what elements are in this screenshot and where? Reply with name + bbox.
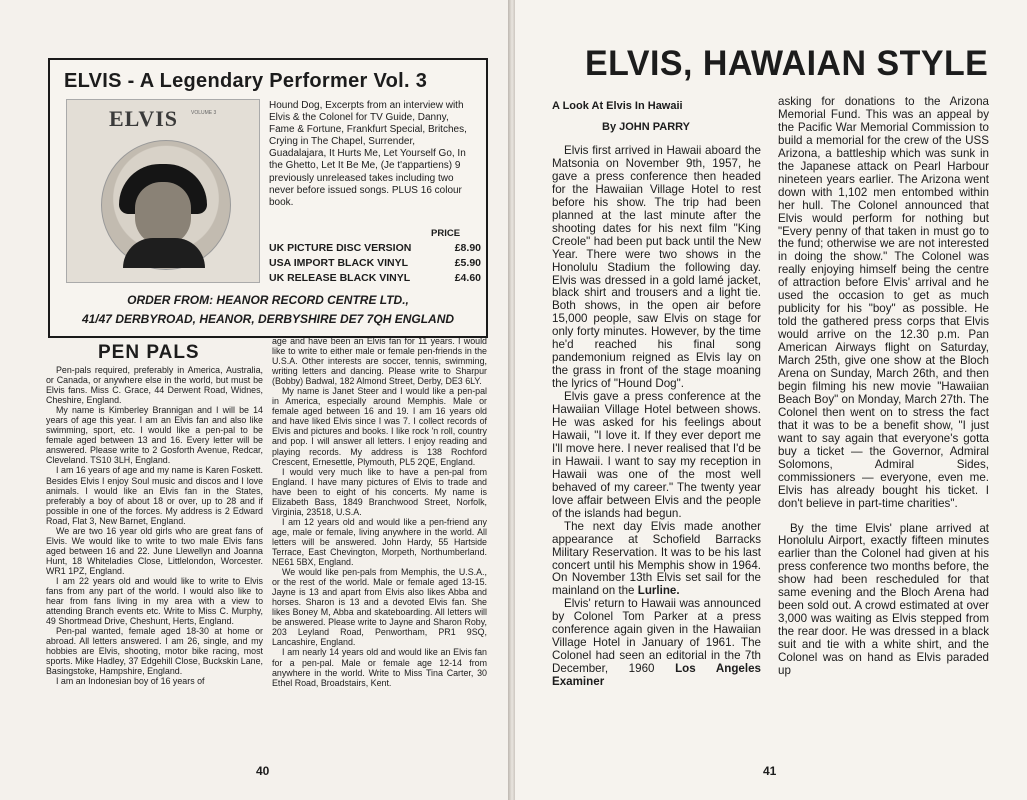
article-paragraph: By the time Elvis' plane arrived at Honolulu Airport, exactly fifteen minutes earlier than the Colonel had given at his press conference two months before, the show had been rescheduled for that same evening and the Bloch Arena had been sold out. A crowd estimated at over 3,000 was waiting as Elvis stepped from the rear door. He was dressed in a black suit and tie with a white shirt, and the Colonel was on hand as Elvis paraded up [778, 521, 989, 677]
pen-pal-letter: Pen-pal wanted, female aged 18-30 at home or abroad. All letters answered. I am 26, single, and my hobbies are Elvis, shooting, motor bike racing, most sports. Mike Hadley, 37 Edgehill Close, Buckskin Lane, Basingstoke, Hampshire, England. [46, 626, 263, 677]
paragraph-text: Elvis' return to Hawaii was announced by Colonel Tom Parker at a press conference again given in the Hawaiian Village Hotel in January of 1961. The Colonel had seen an editorial in the 7th December, 1960 [552, 597, 761, 676]
right-page [515, 0, 1027, 800]
pen-pals-column-1 [46, 365, 263, 687]
price-value: £8.90 [454, 242, 481, 254]
price-row [269, 272, 481, 284]
article-subtitle: A Look At Elvis In Hawaii [552, 100, 683, 112]
pen-pal-letter: I am an Indonesian boy of 16 years of [56, 676, 205, 687]
pen-pal-letter: I am 22 years old and would like to write to Elvis fans from any part of the world. I would also like to hear from fans living in my area with a view to attending Branch events etc. Write to Miss C. Murphy, 49 Shortmead Drive, Cheshunt, Herts, England. [46, 575, 263, 627]
article-byline: By JOHN PARRY [602, 121, 691, 133]
left-page [0, 0, 510, 800]
pen-pal-letter: I am 12 years old and would like a pen-friend any age, male or female, living anywhere in the world. All letters will be answered. John Hardy, 55 Hartside Terrace, East Chevington, Morpeth, Northumberland. NE61 5BX, England. [272, 516, 487, 568]
price-heading: PRICE [431, 228, 461, 239]
order-address-line: 41/47 DERBYROAD, HEANOR, DERBYSHIRE DE7 7QH ENGLAND [81, 312, 455, 326]
article-column-2 [778, 96, 989, 678]
album-cover-image [66, 99, 260, 283]
pen-pal-letter: I am 16 years of age and my name is Karen Foskett. Besides Elvis I enjoy Soul music and discos and I love animals. I would like an Elvis fan in the States, preferably a boy of about 18 or over, up to 28 and if possible in one of the forces. My address is 2 Edward Road, Flat 3, New Barnet, England. [46, 465, 263, 526]
pen-pal-letter: My name is Kimberley Brannigan and I will be 14 years of age this year. I am an Elvis fan and also like swimming, sport, etc. I would like a pen-pal to be female aged between 13 and 16. Every letter will be answered. Please write to 2 Gosforth Avenue, Redcar, Cleveland. TS10 3LH, England. [46, 405, 263, 466]
article-paragraph: asking for donations to the Arizona Memorial Fund. This was an appeal by the Pacific War Memorial Commission to build a memorial for the crew of the USS Arizona, a battleship which was sunk in the Japanese attack on Pearl Harbour nineteen years earlier. The Arizona went down with 1,102 men entombed within her hull. The Colonel announced that Elvis would perform for nothing but "Every penny of that taken in must go to the fund; otherwise we are not interested in doing the show." The Colonel was really enjoying himself being the centre of attraction before Elvis' arrival and he used the occasion to get as much publicity for his "boy" as possible. He told the gathered press corps that Elvis would arrive on the 12.30 p.m. Pan American Airways flight on Saturday, March 25th, give one show at the Bloch Arena on Sunday, March 26th, and then begin filming his new movie "Hawaiian Beach Boy" on Monday, March 27th. The Colonel then went on to stress the fact that it was to be a benefit show, "I just want to say again that everyone's gotta buy a ticket — the Governor, Admiral Solomons, Admiral Sides, commissioners — everyone, even me. Elvis has already bought his ticket. I don't believe in part-time charities". [778, 95, 989, 510]
order-from-line: ORDER FROM: HEANOR RECORD CENTRE LTD., [127, 293, 409, 307]
advert-description: Hound Dog, Excerpts from an interview with Elvis & the Colonel for TV Guide, Danny, Fame & Fortune, Frankfurt Special, Britches, Crying in The Chapel, Surrender, Guadalajara, It Hurts Me, Let Yourself Go, In the Ghetto, Let It Be Me, (Je t'appartiens) 9 previously unreleased takes including two never before issued songs. PLUS 16 colour book. [269, 100, 467, 208]
album-logo: ELVIS [109, 106, 179, 131]
price-item: USA IMPORT BLACK VINYL [269, 257, 409, 269]
pen-pals-column-2 [272, 336, 487, 688]
pen-pal-letter: Pen-pals required, preferably in America, Australia, or Canada, or anywhere else in the world, but must be Elvis fans. Miss C. Grace, 44 Derwent Road, Widnes, Cheshire, England. [46, 365, 263, 406]
portrait-face [135, 182, 191, 246]
article-paragraph [552, 598, 761, 689]
pen-pal-letter: My name is Janet Steer and I would like a pen-pal in America, especially around Memphis. Male or female aged between 16 and 19. I am 16 years old and have liked Elvis since I was 7. I collect records of Elvis and pictures and books. I like rock 'n roll, country and pop. I will answer all letters. I enjoy reading and playing records. My address is 138 Rochford Crescent, Ernesettle, Plymouth, PL5 2QE, England. [272, 386, 487, 467]
pen-pal-letter: I would very much like to have a pen-pal from England. I have many pictures of Elvis to trade and have been to eight of his concerts. My name is Elizabeth Bass, 1849 Branchwood Street, Norfolk, Virginia, 23518, U.S.A. [272, 466, 487, 517]
pen-pal-letter: We would like pen-pals from Memphis, the U.S.A., or the rest of the world. Male or female aged 13-15. Jayne is 13 and apart from Elvis also likes Abba and horses. Sharon is 13 and a devoted Elvis fan. She likes Boney M, Abba and skateboarding. All letters will be answered. Please write to Jayne and Sharon Roby, 203 Leyland Road, Penwortham, PR1 9SQ, Lancashire, England. [272, 567, 487, 648]
pen-pal-letter: We are two 16 year old girls who are great fans of Elvis. We would like to write to two male Elvis fans aged between 16 and 22. June Llewellyn and Joanna Hunt, 18 Whiteladies Close, Littlelondon, Worcester. WR1 1PZ, England. [46, 525, 263, 576]
ship-name: Lurline. [637, 584, 680, 598]
pen-pal-letter: age and have been an Elvis fan for 11 years. I would like to write to either male or female pen-friends in the U.S.A. Other interests are soccer, tennis, swimming, writing letters and dancing. Please write to Sharpur (Bobby) Badwal, 182 Almond Street, Derby, DE3 6LY. [272, 336, 487, 387]
page-number: 40 [256, 764, 270, 778]
price-value: £5.90 [454, 257, 481, 269]
article-column-1 [552, 145, 761, 689]
pen-pals-heading: PEN PALS [98, 342, 200, 363]
price-row [269, 257, 481, 269]
article-title: ELVIS, HAWAIAN STYLE [585, 44, 989, 83]
article-paragraph: Elvis gave a press conference at the Hawaiian Village Hotel between shows. He was asked for his feelings about Hawaii, "I love it. If they ever deport me I'll move here. I never realised that I'd be in Hawaii. I want to say my reception in Hawaii was one of the most well behaved of my career." The twenty year love affair between Elvis and the people of the islands had begun. [552, 390, 761, 520]
record-advert [48, 58, 488, 338]
paragraph-text: The next day Elvis made another appearance at Schofield Barracks Military Reservation. It was to be his last concert until his Memphis show in 1964. On November 13th Elvis set sail for the mainland on the [552, 519, 761, 598]
album-volume-text: VOLUME 3 [191, 110, 217, 116]
newspaper-name: Los Angeles Examiner [552, 662, 761, 689]
article-paragraph [552, 521, 761, 599]
price-row [269, 242, 481, 254]
pen-pal-letter: I am nearly 14 years old and would like an Elvis fan for a pen-pal. Male or female age 12-14 from anywhere in the world. Write to Miss Tina Carter, 30 Ethel Road, Broadstairs, Kent. [272, 647, 487, 688]
price-item: UK PICTURE DISC VERSION [269, 242, 412, 254]
article-paragraph: Elvis first arrived in Hawaii aboard the Matsonia on November 9th, 1957, he gave a press conference then headed for the Hawaiian Village Hotel to rest before his show. The trip had been planned at the last minute after the shooting dates for his next film "King Creole" had been put back until the New Year. There were two shows in the Honolulu Stadium the following day. Elvis was dressed in a gold lamé jacket, black shirt and trousers and a light tie. Both shows, in the open air before 15,000 people, saw Elvis on stage for only forty minutes. However, by the time he'd reached his final song pandemonium reigned as Elvis lay on the grass in front of the stage moaning the lyrics of "Hound Dog". [552, 144, 761, 391]
price-item: UK RELEASE BLACK VINYL [269, 272, 411, 284]
advert-title: ELVIS - A Legendary Performer Vol. 3 [64, 70, 428, 92]
page-number: 41 [763, 764, 777, 778]
price-value: £4.60 [454, 272, 481, 284]
